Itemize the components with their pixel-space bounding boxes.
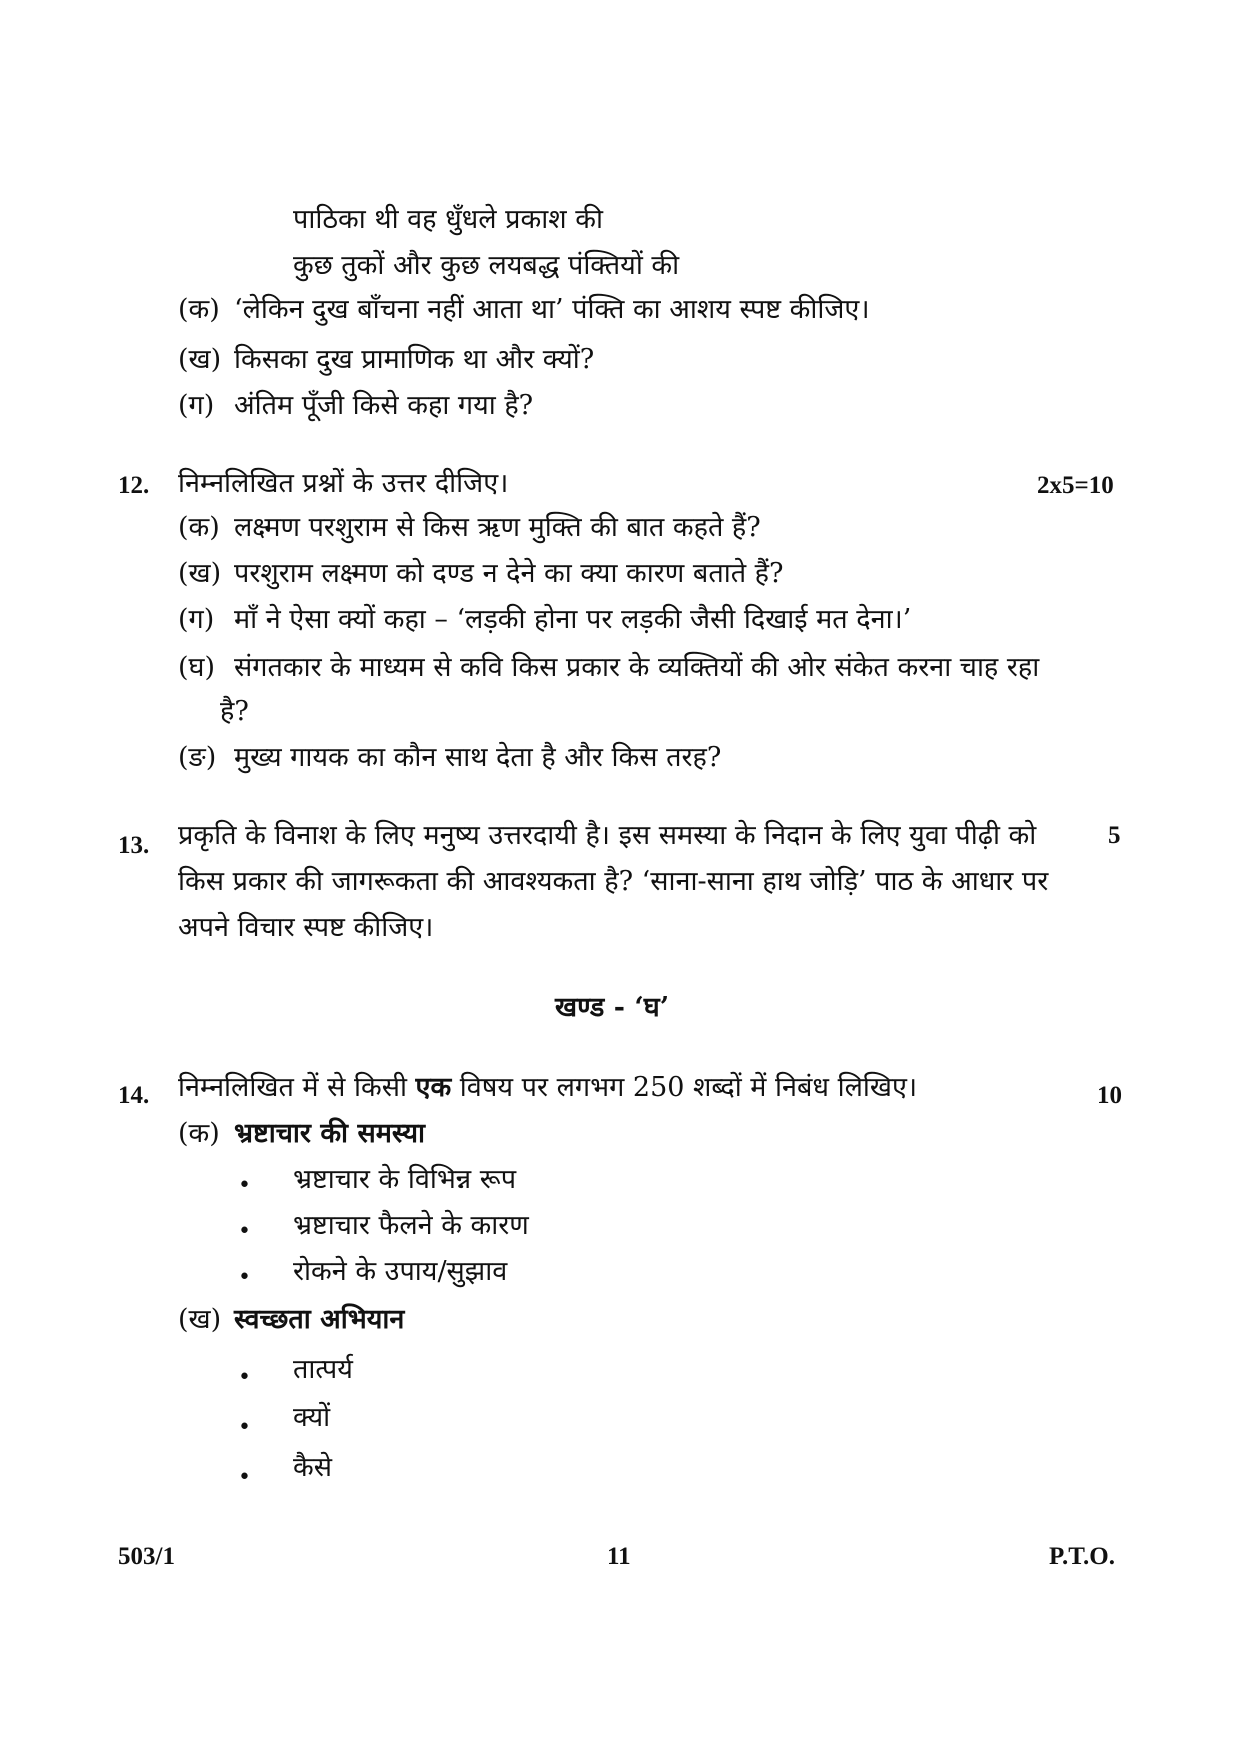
topic-title: भ्रष्टाचार की समस्या bbox=[234, 1118, 426, 1149]
part-label: (ङ) bbox=[178, 742, 217, 773]
part-label: (क) bbox=[178, 294, 220, 325]
topic-title: स्वच्छता अभियान bbox=[234, 1304, 405, 1335]
question-text-line: किस प्रकार की जागरूकता की आवश्यकता है? ‘साना-साना हाथ जोड़ि’ पाठ के आधार पर bbox=[178, 866, 1049, 897]
part-label: (ख) bbox=[178, 344, 222, 375]
question-marks: 10 bbox=[1097, 1082, 1122, 1109]
part-text: ‘लेकिन दुख बाँचना नहीं आता था’ पंक्ति का आशय स्पष्ट कीजिए। bbox=[234, 294, 870, 325]
question-text-part: निम्नलिखित में से किसी bbox=[178, 1072, 416, 1103]
bullet: • bbox=[238, 1415, 251, 1440]
question-number: 12. bbox=[118, 472, 150, 499]
section-heading: खण्ड - ‘घ’ bbox=[555, 992, 670, 1023]
part-label: (घ) bbox=[178, 652, 216, 683]
question-text-part: विषय पर लगभग 250 शब्दों में निबंध लिखिए। bbox=[451, 1072, 918, 1103]
poem-line: पाठिका थी वह धुँधले प्रकाश की bbox=[293, 204, 603, 235]
question-text: निम्नलिखित प्रश्नों के उत्तर दीजिए। bbox=[178, 468, 509, 499]
bullet: • bbox=[238, 1365, 251, 1390]
bullet: • bbox=[238, 1173, 251, 1198]
part-text: अंतिम पूँजी किसे कहा गया है? bbox=[234, 390, 534, 421]
page-number: 11 bbox=[607, 1543, 631, 1570]
part-label: (ग) bbox=[178, 390, 215, 421]
question-marks: 2x5=10 bbox=[1037, 472, 1114, 499]
topic-label: (ख) bbox=[178, 1304, 222, 1335]
topic-label: (क) bbox=[178, 1118, 220, 1149]
part-text: किसका दुख प्रामाणिक था और क्यों? bbox=[234, 344, 595, 375]
part-text: माँ ने ऐसा क्यों कहा – ‘लड़की होना पर लड़की जैसी दिखाई मत देना।’ bbox=[234, 604, 912, 635]
part-text: संगतकार के माध्यम से कवि किस प्रकार के व्यक्तियों की ओर संकेत करना चाह रहा bbox=[234, 652, 1040, 683]
poem-line: कुछ तुकों और कुछ लयबद्ध पंक्तियों की bbox=[293, 250, 680, 281]
bullet: • bbox=[238, 1465, 251, 1490]
question-text-line: अपने विचार स्पष्ट कीजिए। bbox=[178, 912, 434, 943]
topic-point: तात्पर्य bbox=[293, 1354, 353, 1385]
topic-point: कैसे bbox=[293, 1452, 332, 1483]
topic-point: रोकने के उपाय/सुझाव bbox=[293, 1256, 508, 1287]
part-text: परशुराम लक्ष्मण को दण्ड न देने का क्या कारण बताते हैं? bbox=[234, 558, 784, 589]
part-label: (क) bbox=[178, 512, 220, 543]
part-text: लक्ष्मण परशुराम से किस ऋण मुक्ति की बात कहते हैं? bbox=[234, 512, 761, 543]
part-label: (ग) bbox=[178, 604, 215, 635]
bullet: • bbox=[238, 1265, 251, 1290]
pto-label: P.T.O. bbox=[1049, 1543, 1115, 1570]
question-number: 14. bbox=[118, 1082, 150, 1109]
question-number: 13. bbox=[118, 832, 150, 859]
topic-point: भ्रष्टाचार फैलने के कारण bbox=[293, 1210, 529, 1241]
question-text-line: प्रकृति के विनाश के लिए मनुष्य उत्तरदायी है। इस समस्या के निदान के लिए युवा पीढ़ी को bbox=[178, 820, 1037, 851]
paper-code: 503/1 bbox=[118, 1543, 175, 1570]
part-text: मुख्य गायक का कौन साथ देता है और किस तरह? bbox=[234, 742, 722, 773]
topic-point: भ्रष्टाचार के विभिन्न रूप bbox=[293, 1164, 517, 1195]
part-label: (ख) bbox=[178, 558, 222, 589]
question-marks: 5 bbox=[1108, 822, 1121, 849]
question-text bbox=[178, 1070, 917, 1106]
question-text-emphasis: एक bbox=[415, 1072, 452, 1103]
bullet: • bbox=[238, 1219, 251, 1244]
part-text-continued: है? bbox=[220, 696, 249, 727]
topic-point: क्यों bbox=[293, 1402, 331, 1433]
